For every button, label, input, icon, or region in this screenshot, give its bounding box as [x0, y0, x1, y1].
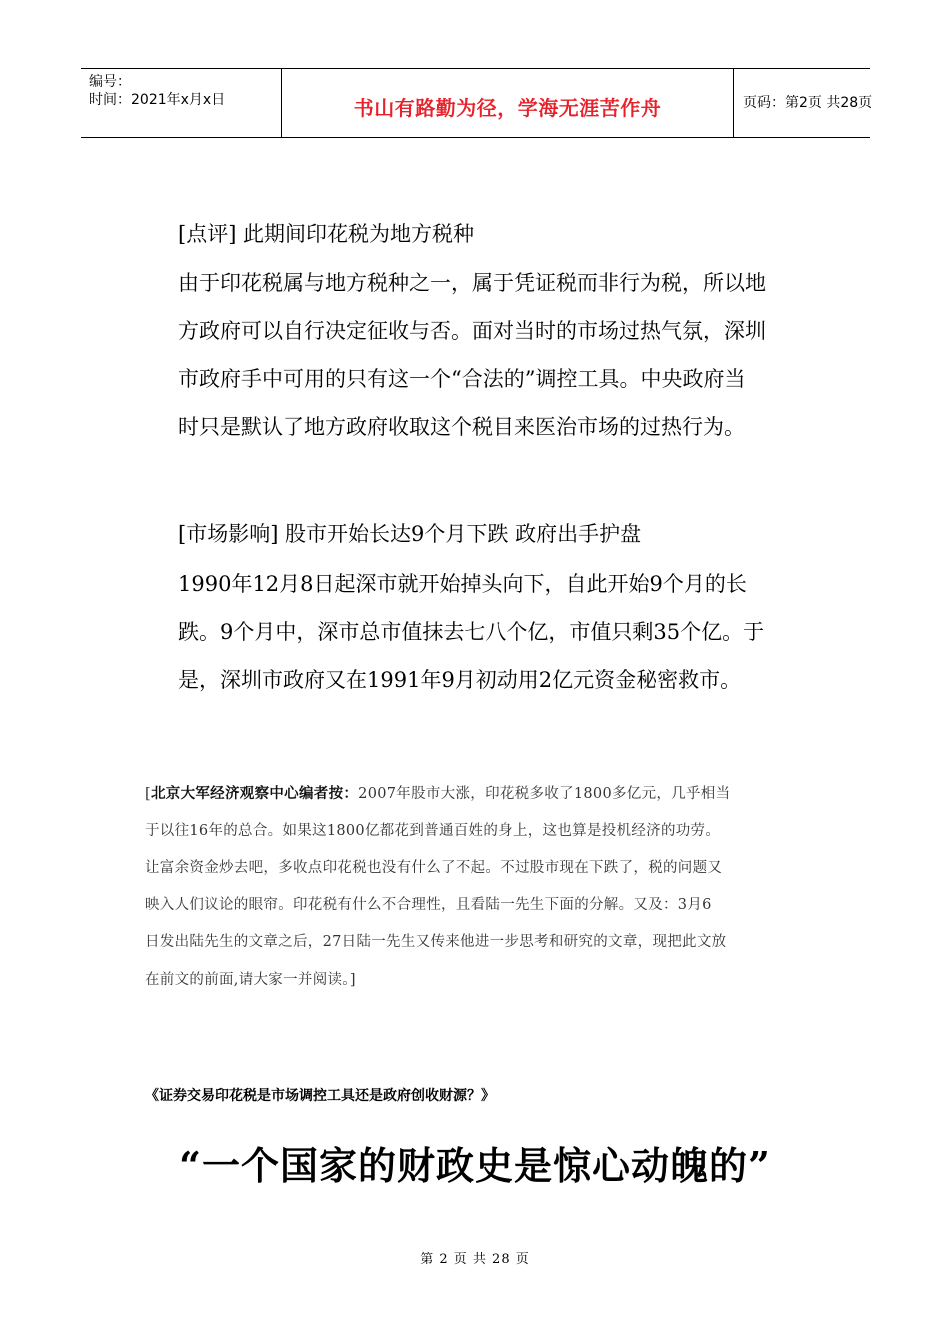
market-impact-line: 1990年12月8日起深市就开始掉头向下，自此开始9个月的长: [178, 572, 747, 596]
market-impact-heading: [市场影响] 股市开始长达9个月下跌 政府出手护盘: [178, 522, 642, 546]
commentary-line: 市政府手中可用的只有这一个“合法的”调控工具。中央政府当: [178, 367, 746, 391]
market-impact-line: 跌。9个月中，深市总市值抹去七八个亿，市值只剩35个亿。于: [178, 620, 765, 644]
editor-note-line: 在前文的前面,请大家一并阅读。]: [145, 972, 356, 988]
page-header: [81, 68, 873, 138]
header-right-cell: [733, 69, 873, 137]
editor-note-lead: 北京大军经济观察中心编者按：: [150, 786, 359, 802]
market-impact-line: 是，深圳市政府又在1991年9月初动用2亿元资金秘密救市。: [178, 668, 742, 692]
page-footer: 第 2 页 共 28 页: [420, 1252, 530, 1267]
header-motto: 书山有路勤为径，学海无涯苦作舟: [353, 96, 662, 120]
commentary-heading: [点评] 此期间印花税为地方税种: [178, 222, 475, 246]
editor-note-bracket: [: [145, 786, 151, 802]
editor-note-line: 让富余资金炒去吧，多收点印花税也没有什么了不起。不过股市现在下跌了，税的问题又: [145, 860, 723, 876]
editor-note-first-rest: 2007年股市大涨，印花税多收了1800多亿元，几乎相当: [358, 786, 731, 802]
number-label: 编号：: [89, 74, 131, 90]
commentary-line: 由于印花税属与地方税种之一，属于凭证税而非行为税，所以地: [178, 271, 766, 295]
page-label: 页码：第2页 共28页: [743, 95, 873, 111]
editor-note-line: 日发出陆先生的文章之后，27日陆一先生又传来他进一步思考和研究的文章，现把此文放: [145, 934, 727, 950]
commentary-line: 方政府可以自行决定征收与否。面对当时的市场过热气氛，深圳: [178, 319, 766, 343]
editor-note-first-line: [145, 782, 730, 803]
commentary-line: 时只是默认了地方政府收取这个税目来医治市场的过热行为。: [178, 415, 745, 439]
header-motto-cell: [281, 69, 734, 137]
header-left-cell: [81, 69, 281, 137]
editor-note-line: 于以往16年的总合。如果这1800亿都花到普通百姓的身上，这也算是投机经济的功劳。: [145, 823, 721, 839]
article-title: “一个国家的财政史是惊心动魄的”: [179, 1143, 771, 1188]
editor-note-line: 映入人们议论的眼帘。印花税有什么不合理性，且看陆一先生下面的分解。又及：3月6: [145, 897, 712, 913]
time-label: 时间：2021年x月x日: [89, 92, 226, 108]
article-subtitle: 《证券交易印花税是市场调控工具还是政府创收财源？》: [145, 1088, 495, 1104]
